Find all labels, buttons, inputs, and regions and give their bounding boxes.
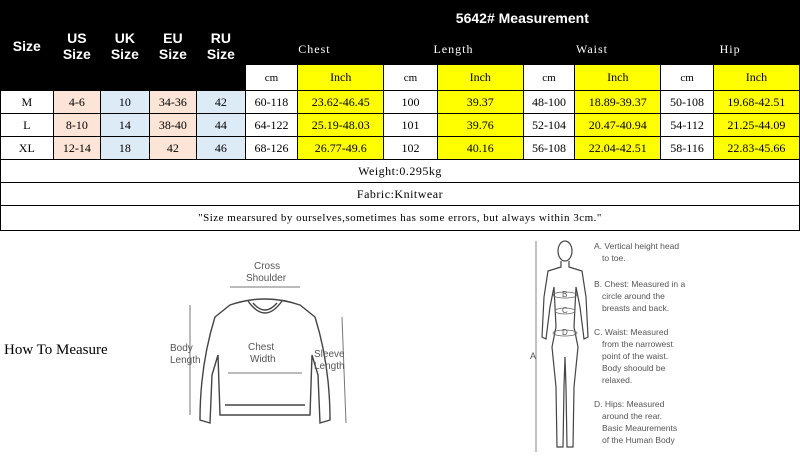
sleeve-length-label-2: Length <box>314 361 345 372</box>
table-row <box>1 137 800 160</box>
cell-waist-cm: 52-104 <box>523 114 575 137</box>
unit-cm: cm <box>384 65 438 91</box>
cell-ru: 42 <box>197 91 246 114</box>
header-ru-size <box>197 1 246 91</box>
cell-us: 8-10 <box>53 114 101 137</box>
note-c-line4: Body shoould be <box>602 363 666 373</box>
weight-text: Weight:0.295kg <box>1 160 800 183</box>
letter-b: B <box>562 290 568 299</box>
cross-shoulder-label-2: Shoulder <box>246 273 287 284</box>
note-d-line1: D. Hips: Measured <box>594 399 665 409</box>
cell-waist-cm: 56-108 <box>523 137 575 160</box>
note-text: "Size mearsured by ourselves,sometimes has some errors, but always within 3cm." <box>1 206 800 231</box>
header-us-size-text: US Size <box>62 29 91 62</box>
note-c-line2: from the narrowest <box>602 339 673 349</box>
note-d-line2: around the rear. <box>602 411 663 421</box>
unit-cm: cm <box>523 65 575 91</box>
cell-length-inch: 40.16 <box>437 137 523 160</box>
note-a-line1: A. Vertical height head <box>594 241 680 251</box>
body-length-label-2: Length <box>170 355 201 366</box>
note-c-line3: point of the waist. <box>602 351 669 361</box>
group-length: Length <box>384 35 524 65</box>
group-chest: Chest <box>245 35 384 65</box>
cell-waist-inch: 18.89-39.37 <box>575 91 661 114</box>
cell-uk: 10 <box>101 91 150 114</box>
cell-ru: 44 <box>197 114 246 137</box>
group-waist: Waist <box>523 35 661 65</box>
cell-uk: 14 <box>101 114 150 137</box>
cell-chest-cm: 60-118 <box>245 91 298 114</box>
cell-hip-cm: 54-112 <box>661 114 714 137</box>
cell-eu: 38-40 <box>149 114 197 137</box>
unit-cm: cm <box>661 65 714 91</box>
human-body-icon <box>542 241 588 447</box>
sweater-diagram <box>170 255 360 455</box>
letter-d: D <box>562 328 568 337</box>
cell-length-inch: 39.76 <box>437 114 523 137</box>
letter-a: A <box>530 351 537 361</box>
cell-eu: 34-36 <box>149 91 197 114</box>
body-length-label-1: Body <box>170 343 193 354</box>
cell-waist-inch: 22.04-42.51 <box>575 137 661 160</box>
header-uk-size-text: UK Size <box>110 29 139 62</box>
chest-width-label-1: Chest <box>248 342 275 353</box>
cell-us: 12-14 <box>53 137 101 160</box>
unit-inch: Inch <box>298 65 384 91</box>
unit-inch: Inch <box>575 65 661 91</box>
cell-waist-cm: 48-100 <box>523 91 575 114</box>
cell-uk: 18 <box>101 137 150 160</box>
cell-size: M <box>1 91 54 114</box>
unit-cm: cm <box>245 65 298 91</box>
note-c-line5: relaxed. <box>602 375 633 385</box>
header-size: Size <box>1 1 54 91</box>
note-b-line2: circle around the <box>602 291 665 301</box>
cell-chest-inch: 25.19-48.03 <box>298 114 384 137</box>
cell-length-inch: 39.37 <box>437 91 523 114</box>
how-to-measure-label: How To Measure <box>4 342 108 358</box>
cell-hip-inch: 21.25-44.09 <box>713 114 799 137</box>
cell-us: 4-6 <box>53 91 101 114</box>
fabric-text: Fabric:Knitwear <box>1 183 800 206</box>
cell-chest-inch: 26.77-49.6 <box>298 137 384 160</box>
cell-hip-cm: 50-108 <box>661 91 714 114</box>
header-ru-size-text: RU Size <box>206 29 235 62</box>
body-figure-diagram <box>530 237 730 467</box>
cell-hip-inch: 19.68-42.51 <box>713 91 799 114</box>
cell-size: XL <box>1 137 54 160</box>
header-eu-size-text: EU Size <box>158 29 187 62</box>
cell-chest-cm: 68-126 <box>245 137 298 160</box>
header-us-size <box>53 1 101 91</box>
cross-shoulder-label-1: Cross <box>254 261 281 272</box>
note-c-line1: C. Waist: Measured <box>594 327 669 337</box>
cell-eu: 42 <box>149 137 197 160</box>
table-row <box>1 114 800 137</box>
letter-c: C <box>562 306 568 315</box>
cell-chest-cm: 64-122 <box>245 114 298 137</box>
fabric-row <box>1 183 800 206</box>
note-d-line3: Basic Meaurements <box>602 423 678 433</box>
weight-row <box>1 160 800 183</box>
note-b-line3: breasts and back. <box>602 303 670 313</box>
unit-inch: Inch <box>437 65 523 91</box>
note-d-line4: of the Human Body <box>602 435 675 445</box>
how-to-measure-section <box>0 225 800 473</box>
note-a-line2: to toe. <box>602 253 626 263</box>
chest-width-label-2: Width <box>250 354 276 365</box>
cell-size: L <box>1 114 54 137</box>
cell-ru: 46 <box>197 137 246 160</box>
cell-hip-cm: 58-116 <box>661 137 714 160</box>
cell-hip-inch: 22.83-45.66 <box>713 137 799 160</box>
cell-chest-inch: 23.62-46.45 <box>298 91 384 114</box>
group-hip: Hip <box>661 35 800 65</box>
sleeve-length-label-1: Sleeve <box>314 349 345 360</box>
cell-waist-inch: 20.47-40.94 <box>575 114 661 137</box>
unit-inch: Inch <box>713 65 799 91</box>
cell-length-cm: 100 <box>384 91 438 114</box>
cell-length-cm: 102 <box>384 137 438 160</box>
measurement-title: 5642# Measurement <box>245 1 799 35</box>
note-b-line1: B. Chest: Measured in a <box>594 279 686 289</box>
header-eu-size <box>149 1 197 91</box>
header-uk-size <box>101 1 150 91</box>
size-chart-table <box>0 0 800 231</box>
cell-length-cm: 101 <box>384 114 438 137</box>
table-row <box>1 91 800 114</box>
